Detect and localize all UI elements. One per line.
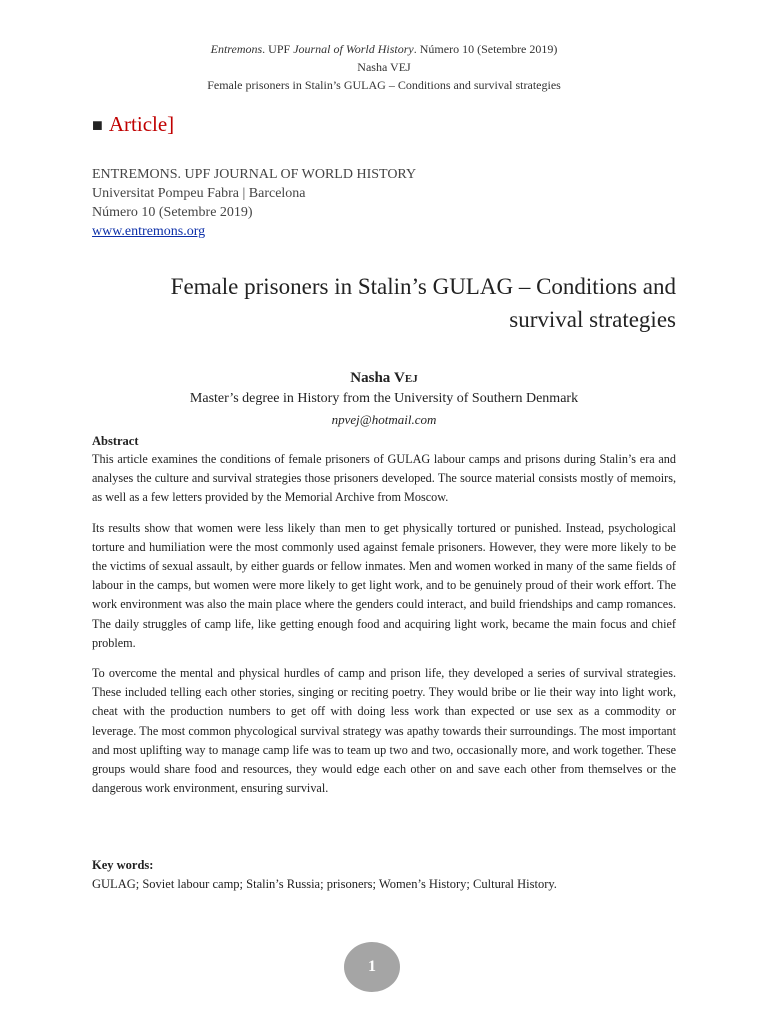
journal-university: Universitat Pompeu Fabra | Barcelona	[92, 186, 306, 201]
running-header	[92, 40, 676, 94]
keywords-section	[92, 856, 676, 894]
header-short-title: Female prisoners in Stalin’s GULAG – Conditions and survival strategies	[207, 78, 561, 92]
author-name: Nasha Vej	[350, 370, 418, 386]
section-label	[92, 112, 174, 137]
abstract-section	[92, 432, 676, 809]
journal-url-link[interactable]: www.entremons.org	[92, 224, 206, 239]
journal-issue: Número 10 (Setembre 2019)	[92, 205, 253, 220]
journal-info	[92, 165, 416, 241]
keywords-text: GULAG; Soviet labour camp; Stalin’s Russia; prisoners; Women’s History; Cultural History.	[92, 877, 557, 891]
section-label-text: Article]	[108, 112, 175, 136]
page-number-badge: 1	[344, 942, 400, 992]
abstract-paragraph-3: To overcome the mental and physical hurdles of camp and prison life, they developed a series of survival strategies. These included telling each other stories, singing or reciting poetry. They would bribe or lie their way into light work, cheat with the production numbers to get off with doing less work than expected or use sex as a commodity or leverage. The most common phycological survival strategy was apathy towards their surroundings. The most important and most uplifting way to manage camp life was to team up two and two, occasionally more, and work together. These groups would share food and resources, they would edge each other on and save each other from themselves or the dangerous work environment, ensuring survival.	[92, 666, 676, 796]
keywords-heading: Key words:	[92, 858, 154, 872]
paper-title-line-2: survival strategies	[509, 307, 676, 332]
author-affiliation: Master’s degree in History from the University of Southern Denmark	[189, 391, 579, 406]
journal-name: ENTREMONS. UPF JOURNAL OF WORLD HISTORY	[92, 167, 417, 182]
abstract-paragraph-1: This article examines the conditions of female prisoners of GULAG labour camps and prisons during Stalin’s era and analyses the culture and survival strategies those prisoners developed. The source material consists mostly of memoirs, as well as a few letters provided by the Memorial Archive from Moscow.	[92, 452, 676, 505]
abstract-heading: Abstract	[92, 434, 139, 448]
abstract-paragraph-2: Its results show that women were less likely than men to get physically tortured or punished. Instead, psychological torture and humiliation were the most commonly used against female prisoners. However, they were more likely to be the victims of sexual assault, by either guards or fellow inmates. Men and women worked in many of the same fields of labour in the camps, but women were more likely to get light work, and to be genuinely proud of their work effort. The work environment was also the main place where the genders could interact, and build friendships and camp romances. The daily struggles of camp life, like getting enough food and acquiring light work, became the main focus and chief problem.	[92, 520, 676, 650]
author-email: npvej@hotmail.com	[331, 412, 437, 427]
square-bullet-icon: ■	[92, 115, 103, 135]
paper-title-line-1: Female prisoners in Stalin’s GULAG – Conditions and	[170, 274, 676, 299]
author-block	[92, 368, 676, 430]
header-journal-line: Entremons. UPF Journal of World History. Número 10 (Setembre 2019)	[210, 42, 558, 56]
header-author: Nasha VEJ	[357, 60, 411, 74]
paper-title	[92, 270, 676, 336]
